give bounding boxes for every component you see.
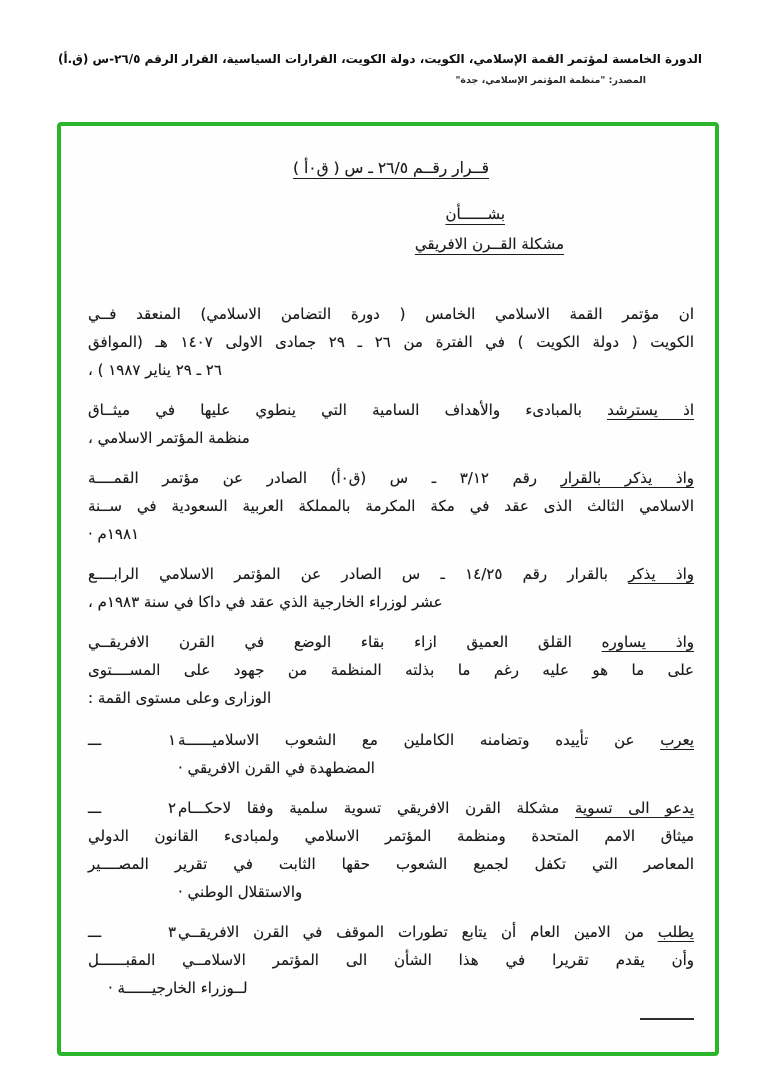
line-text: القلق العميق ازاء بقاء الوضع في القرن الافريقــي: [88, 633, 602, 651]
line-text: منظمة المؤتمر الاسلامي ،: [88, 429, 250, 447]
underlined-phrase: واذ يذكر: [628, 565, 695, 583]
text-line: [88, 520, 694, 548]
operative-items: [88, 726, 694, 1002]
text-line: [88, 560, 694, 588]
text-line: [88, 396, 694, 424]
line-text: والاستقلال الوطني ·: [178, 883, 303, 901]
regarding-heading: بشــــــأن: [445, 205, 505, 223]
line-text: ميثاق الامم المتحدة ومنظمة المؤتمر الاسلامي ولمبادىء القانون الدولي: [88, 827, 694, 845]
text-line: [88, 822, 694, 850]
underlined-phrase: واذ يساوره: [601, 633, 694, 651]
line-text: ١٩٨١م ·: [88, 525, 140, 543]
line-text: لــوزراء الخارجيــــــة ·: [108, 979, 248, 997]
line-text: ان مؤتمر القمة الاسلامي الخامس ( دورة التضامن الاسلامي) المنعقد فــي: [88, 305, 694, 323]
text-line: [88, 492, 694, 520]
line-text: المعاصر التي تكفل لجميع الشعوب حقها الثابت في تقرير المصــــير: [88, 855, 694, 873]
item-number: ١ ـــ: [88, 731, 176, 749]
text-line: [88, 628, 694, 656]
text-line: [88, 726, 694, 754]
scan-highlight-border: [57, 122, 719, 1056]
text-line: [88, 424, 694, 452]
line-text: عن تأييده وتضامنه الكاملين مع الشعوب الاسلاميــــــة: [178, 731, 661, 749]
item-number: ٣ ـــ: [88, 923, 176, 941]
line-text: ٢٦ ـ ٢٩ يناير ١٩٨٧ ) ،: [88, 361, 222, 379]
line-text: بالمبادىء والأهداف السامية التي ينطوي عليها في ميثــاق: [88, 401, 608, 419]
closing-rule: [640, 1018, 694, 1020]
text-line: [178, 754, 694, 782]
text-line: [88, 356, 694, 384]
subject-heading: مشكلة القــرن الافريقي: [414, 235, 564, 253]
resolution-document: [61, 126, 715, 1052]
line-text: الاسلامي الثالث الذى عقد في مكة المكرمة بالمملكة العربية السعودية في ســنة: [88, 497, 694, 515]
operative-item: [88, 918, 694, 1002]
text-line: [88, 794, 695, 822]
text-line: [88, 464, 694, 492]
text-line: [88, 588, 694, 616]
underlined-phrase: يطلب: [657, 923, 694, 941]
text-line: [88, 656, 694, 684]
line-text: وأن يقدم تقريرا في هذا الشأن الى المؤتمر الاسلامــي المقبــــــل: [88, 951, 694, 969]
operative-item: [88, 794, 694, 906]
line-text: من الامين العام أن يتابع تطورات الموقف في القرن الافريقــي: [178, 923, 658, 941]
preamble-paragraph: [88, 300, 694, 384]
line-text: عشر لوزراء الخارجية الذي عقد في داكا في سنة ١٩٨٣م ،: [88, 593, 443, 611]
preamble-paragraph: [88, 628, 694, 712]
line-text: رقم ٣/١٢ ـ س (ق٠أ) الصادر عن مؤتمر القمــــة: [88, 469, 561, 487]
document-reference-header: الدورة الخامسة لمؤتمر القمة الإسلامي، الكويت، دولة الكويت، القرارات السياسية، القرار الرقم ٢٦/٥-س (ق.أ): [58, 52, 702, 66]
text-line: [108, 974, 694, 1002]
preamble-paragraph: [88, 560, 694, 616]
line-text: على ما هو عليه رغم ما بذلته المنظمة من جهود على المســــتوى: [88, 661, 694, 679]
text-line: [88, 850, 694, 878]
text-line: [88, 918, 694, 946]
text-line: [88, 300, 694, 328]
text-line: [88, 946, 694, 974]
operative-item: [88, 726, 694, 782]
line-text: المضطهدة في القرن الافريقي ·: [178, 759, 375, 777]
line-text: الوزارى وعلى مستوى القمة :: [88, 689, 272, 707]
underlined-phrase: اذ يسترشد: [607, 401, 694, 419]
line-text: الكويت ( دولة الكويت ) في الفترة من ٢٦ ـ ٢٩ جمادى الاولى ١٤٠٧ هـ (الموافق: [88, 333, 694, 351]
text-line: [88, 328, 694, 356]
underlined-phrase: واذ يذكر بالقرار: [560, 469, 695, 487]
document-source-line: المصدر: "منظمة المؤتمر الإسلامي، جدة": [455, 75, 646, 86]
line-text: مشكلة القرن الافريقي تسوية سلمية وفقا لاحكـــام: [178, 799, 575, 817]
resolution-title: قــرار رقــم ٢٦/٥ ـ س ( ق٠أ ): [292, 159, 490, 177]
text-line: [178, 878, 694, 906]
preamble-paragraph: [88, 396, 694, 452]
item-number: ٢ ـــ: [88, 799, 176, 817]
underlined-phrase: يدعو الى تسوية: [575, 799, 695, 817]
text-line: [88, 684, 694, 712]
underlined-phrase: يعرب: [660, 731, 694, 749]
line-text: بالقرار رقم ١٤/٢٥ ـ س الصادر عن المؤتمر الاسلامي الرابــــع: [88, 565, 629, 583]
preamble-paragraph: [88, 464, 694, 548]
